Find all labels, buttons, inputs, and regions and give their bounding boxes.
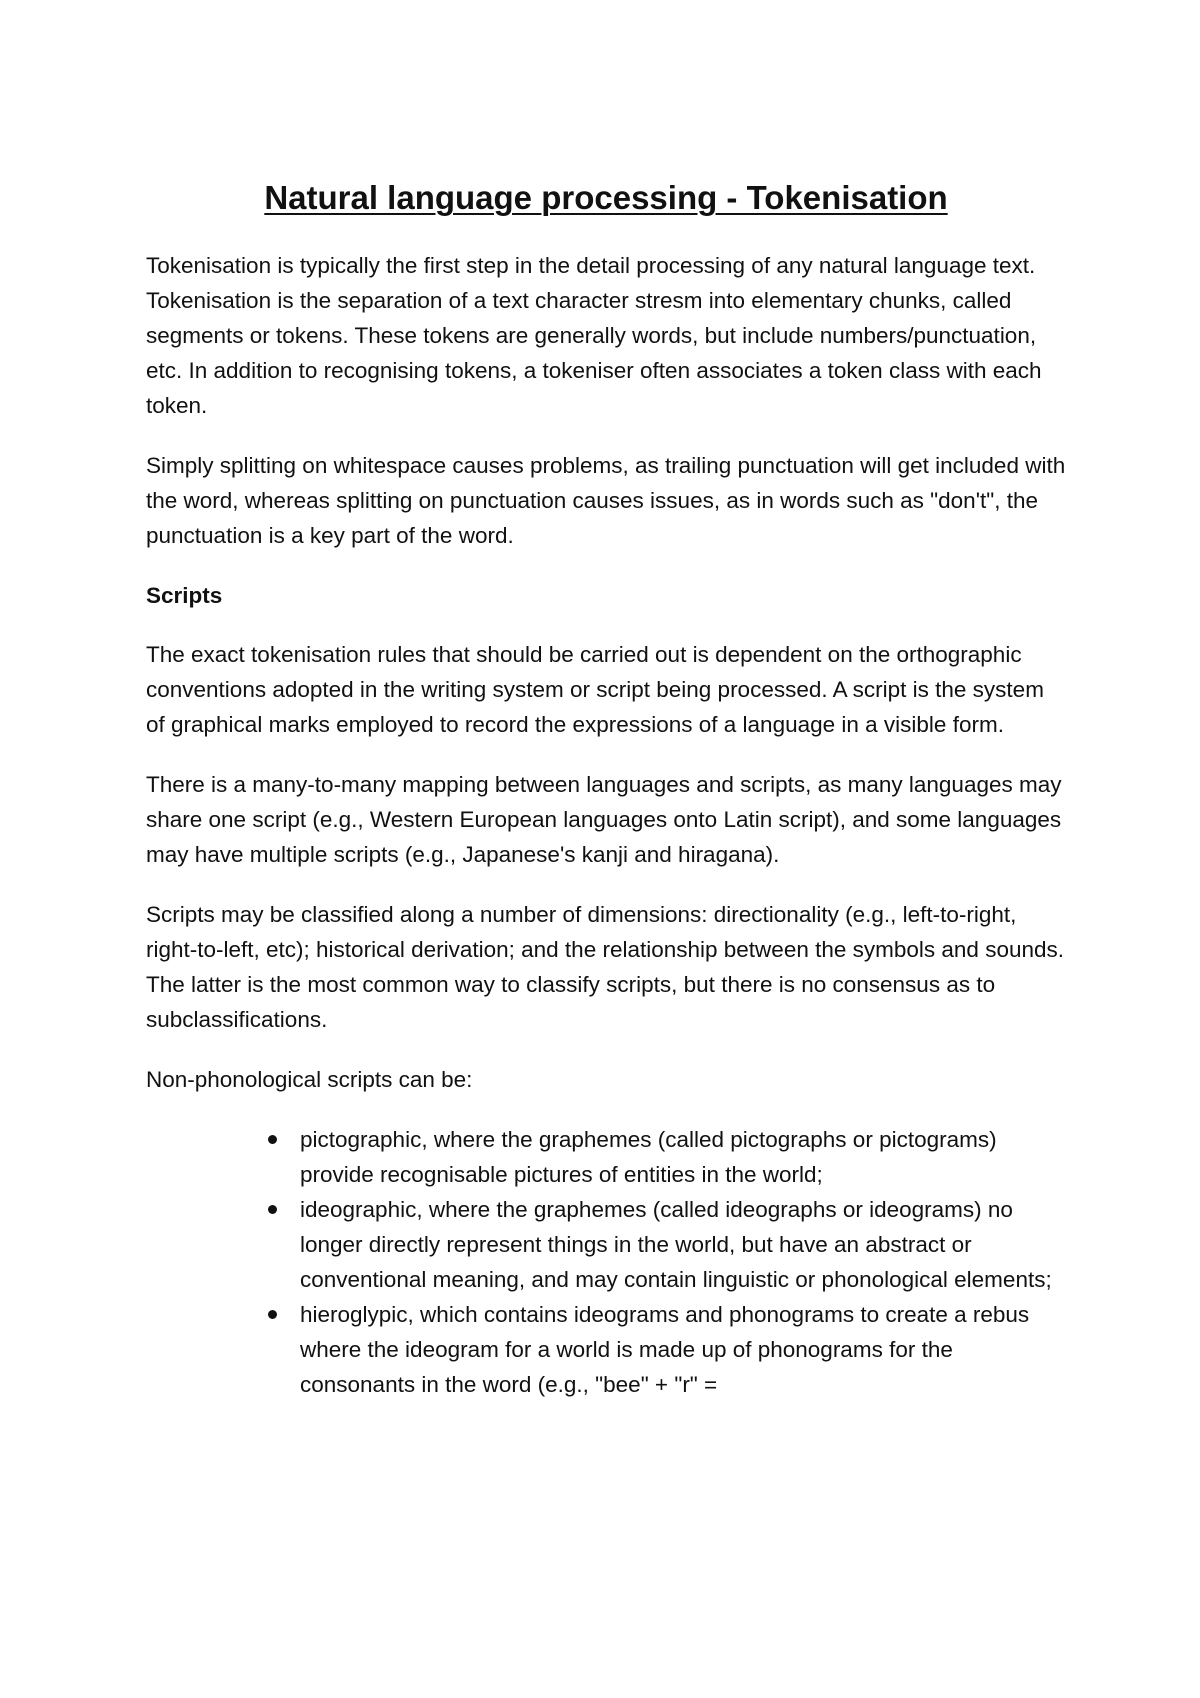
list-item-text: pictographic, where the graphemes (called pictographs or pictograms) provide recognisable pictures of entities in the world; <box>300 1127 997 1187</box>
page-title: Natural language processing - Tokenisation <box>264 179 948 216</box>
section-heading-scripts: Scripts <box>146 583 223 608</box>
script-types-list <box>146 1122 1068 1402</box>
scripts-paragraph-4: Non-phonological scripts can be: <box>146 1067 473 1092</box>
scripts-paragraph-2: There is a many-to-many mapping between languages and scripts, as many languages may share one script (e.g., Western European languages onto Latin script), and some languages may have multiple scripts (e.g., Japanese's kanji and hiragana). <box>146 772 1062 867</box>
list-item-text: hieroglypic, which contains ideograms and phonograms to create a rebus where the ideogram for a world is made up of phonograms for the consonants in the word (e.g., "bee" + "r" = <box>300 1302 1030 1397</box>
document-body <box>146 176 1066 1402</box>
bullet-icon <box>268 1205 277 1214</box>
bullet-icon <box>268 1310 277 1319</box>
list-item-text: ideographic, where the graphemes (called ideographs or ideograms) no longer directly represent things in the world, but have an abstract or conventional meaning, and may contain linguistic or phonological elements; <box>300 1197 1052 1292</box>
list-item <box>268 1297 1068 1402</box>
scripts-paragraph-3: Scripts may be classified along a number of dimensions: directionality (e.g., left-to-right, right-to-left, etc); historical derivation; and the relationship between the symbols and sounds. The latter is the most common way to classify scripts, but there is no consensus as to subclassifications. <box>146 902 1064 1032</box>
bullet-icon <box>268 1135 277 1144</box>
list-item <box>268 1192 1068 1297</box>
scripts-paragraph-1: The exact tokenisation rules that should be carried out is dependent on the orthographic conventions adopted in the writing system or script being processed. A script is the system of graphical marks employed to record the expressions of a language in a visible form. <box>146 642 1044 737</box>
list-item <box>268 1122 1068 1192</box>
intro-paragraph-1: Tokenisation is typically the first step in the detail processing of any natural language text. Tokenisation is the separation of a text character stresm into elementary chunks, called segments or tokens. These tokens are generally words, but include numbers/punctuation, etc. In addition to recognising tokens, a tokeniser often associates a token class with each token. <box>146 253 1042 418</box>
intro-paragraph-2: Simply splitting on whitespace causes problems, as trailing punctuation will get included with the word, whereas splitting on punctuation causes issues, as in words such as "don't", the punctuation is a key part of the word. <box>146 453 1066 548</box>
